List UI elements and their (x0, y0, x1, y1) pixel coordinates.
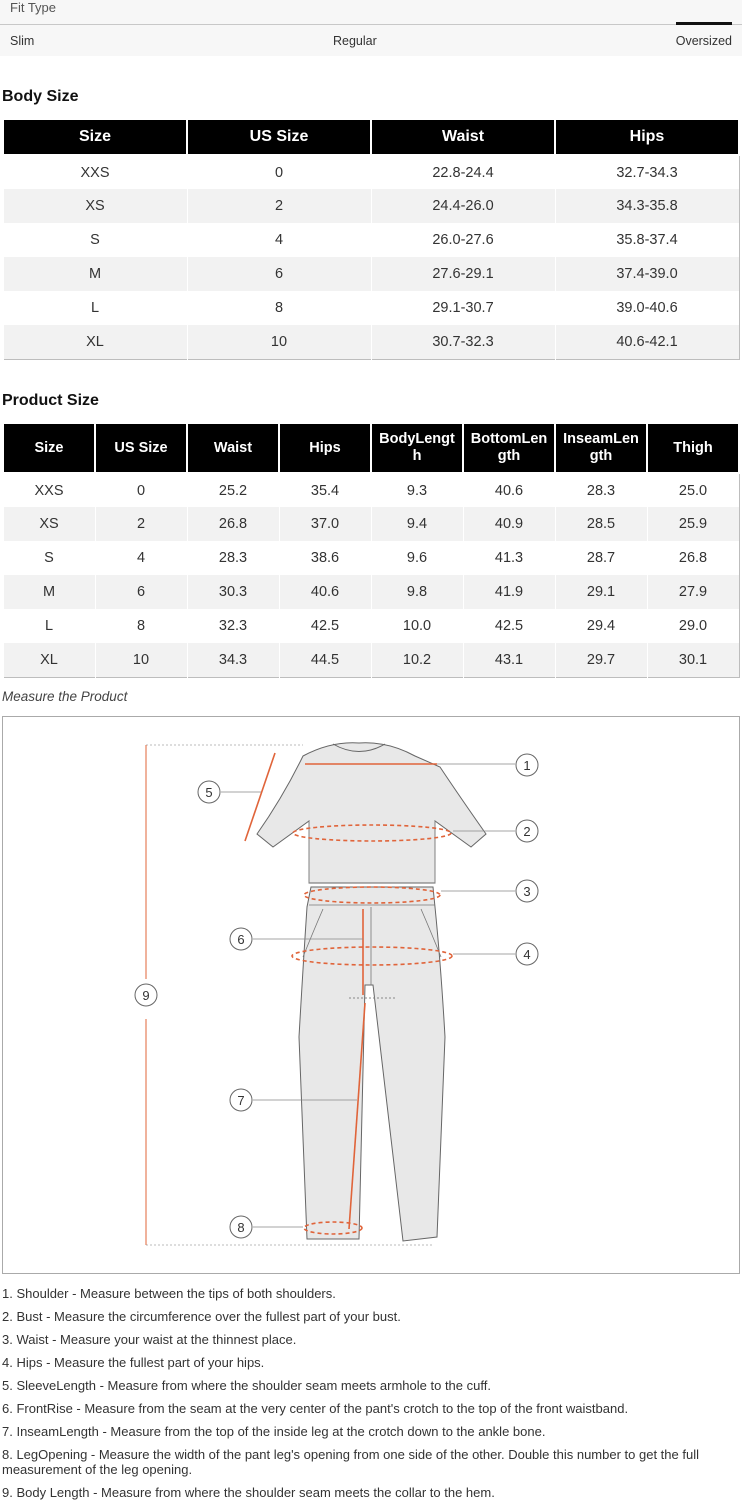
fit-type-selected-marker (676, 22, 732, 25)
table-cell: 37.0 (279, 507, 371, 541)
note-sleeve-length: 5. SleeveLength - Measure from where the shoulder seam meets armhole to the cuff. (2, 1378, 491, 1393)
header-hips: Hips (555, 119, 739, 155)
table-cell: 30.7-32.3 (371, 325, 555, 359)
table-row (3, 257, 739, 291)
table-cell: 27.9 (647, 575, 739, 609)
table-cell: 28.3 (187, 541, 279, 575)
table-cell: 10 (95, 643, 187, 677)
table-cell: 41.9 (463, 575, 555, 609)
table-cell: 0 (187, 155, 371, 189)
table-cell: 9.8 (371, 575, 463, 609)
table-cell: 44.5 (279, 643, 371, 677)
table-cell: 2 (95, 507, 187, 541)
body-size-table (2, 118, 740, 360)
fit-type-label-slim: Slim (10, 34, 35, 48)
fit-type-label-oversized: Oversized (675, 34, 732, 48)
measure-title: Measure the Product (2, 689, 128, 704)
table-cell: S (3, 541, 95, 575)
table-cell: 30.1 (647, 643, 739, 677)
table-cell: 40.6 (279, 575, 371, 609)
fit-type-label-regular: Regular (333, 34, 377, 48)
table-cell: 37.4-39.0 (555, 257, 739, 291)
note-leg-opening: 8. LegOpening - Measure the width of the pant leg's opening from one side of the other. Double this number to get the full measurement of the leg opening. (2, 1447, 699, 1477)
table-cell: 27.6-29.1 (371, 257, 555, 291)
table-cell: 40.6-42.1 (555, 325, 739, 359)
table-row (3, 291, 739, 325)
measurement-diagram (2, 716, 740, 1274)
table-cell: 40.9 (463, 507, 555, 541)
header-waist: Waist (187, 423, 279, 473)
table-cell: 34.3-35.8 (555, 189, 739, 223)
marker-2-label: 2 (523, 824, 531, 839)
table-cell: 29.0 (647, 609, 739, 643)
table-cell: 25.9 (647, 507, 739, 541)
note-inseam-length: 7. InseamLength - Measure from the top of the inside leg at the crotch down to the ankle bone. (2, 1424, 546, 1439)
body-size-header-row (3, 119, 739, 155)
table-row (3, 155, 739, 189)
header-inseam-length: InseamLength (555, 423, 647, 473)
table-cell: 28.7 (555, 541, 647, 575)
body-size-title: Body Size (2, 88, 79, 105)
table-row (3, 575, 739, 609)
table-cell: 10 (187, 325, 371, 359)
header-thigh: Thigh (647, 423, 739, 473)
table-cell: 42.5 (279, 609, 371, 643)
note-bust: 2. Bust - Measure the circumference over the fullest part of your bust. (2, 1309, 401, 1324)
table-row (3, 325, 739, 359)
table-cell: 4 (95, 541, 187, 575)
table-cell: 8 (187, 291, 371, 325)
marker-4-label: 4 (523, 947, 531, 962)
header-waist: Waist (371, 119, 555, 155)
note-shoulder: 1. Shoulder - Measure between the tips of both shoulders. (2, 1286, 336, 1301)
table-row (3, 473, 739, 507)
table-cell: 6 (187, 257, 371, 291)
table-cell: 32.3 (187, 609, 279, 643)
note-body-length: 9. Body Length - Measure from where the shoulder seam meets the collar to the hem. (2, 1485, 495, 1500)
table-cell: 26.8 (647, 541, 739, 575)
header-bottom-length: BottomLength (463, 423, 555, 473)
table-cell: 28.5 (555, 507, 647, 541)
header-us-size: US Size (187, 119, 371, 155)
table-cell: 2 (187, 189, 371, 223)
table-cell: 9.4 (371, 507, 463, 541)
header-hips: Hips (279, 423, 371, 473)
table-cell: S (3, 223, 187, 257)
table-cell: XL (3, 325, 187, 359)
marker-3-label: 3 (523, 884, 531, 899)
table-cell: 10.2 (371, 643, 463, 677)
note-waist: 3. Waist - Measure your waist at the thinnest place. (2, 1332, 297, 1347)
header-size: Size (3, 119, 187, 155)
body-size-rows (3, 155, 739, 359)
table-row (3, 643, 739, 677)
table-cell: 39.0-40.6 (555, 291, 739, 325)
note-front-rise: 6. FrontRise - Measure from the seam at the very center of the pant's crotch to the top of the front waistband. (2, 1401, 629, 1416)
table-cell: 29.1 (555, 575, 647, 609)
marker-1-label: 1 (523, 758, 531, 773)
table-cell: 29.1-30.7 (371, 291, 555, 325)
measurement-notes (2, 1286, 732, 1500)
table-cell: L (3, 291, 187, 325)
table-cell: 35.4 (279, 473, 371, 507)
table-cell: 35.8-37.4 (555, 223, 739, 257)
table-cell: XS (3, 189, 187, 223)
marker-7-label: 7 (237, 1093, 245, 1108)
table-row (3, 507, 739, 541)
table-cell: M (3, 575, 95, 609)
product-size-title: Product Size (2, 392, 99, 409)
table-cell: 10.0 (371, 609, 463, 643)
table-cell: L (3, 609, 95, 643)
table-cell: 41.3 (463, 541, 555, 575)
table-cell: 9.6 (371, 541, 463, 575)
table-cell: 38.6 (279, 541, 371, 575)
jumpsuit-illustration (3, 717, 739, 1273)
table-row (3, 223, 739, 257)
marker-6-label: 6 (237, 932, 245, 947)
header-body-length: BodyLength (371, 423, 463, 473)
product-size-header-row (3, 423, 739, 473)
table-cell: 29.4 (555, 609, 647, 643)
table-cell: XXS (3, 473, 95, 507)
table-cell: 26.8 (187, 507, 279, 541)
pants-garment (299, 887, 445, 1241)
table-cell: 6 (95, 575, 187, 609)
table-cell: XS (3, 507, 95, 541)
table-cell: 28.3 (555, 473, 647, 507)
table-cell: 42.5 (463, 609, 555, 643)
fit-type-scale (0, 0, 742, 56)
marker-5-label: 5 (205, 785, 213, 800)
table-cell: 40.6 (463, 473, 555, 507)
table-cell: XL (3, 643, 95, 677)
note-hips: 4. Hips - Measure the fullest part of your hips. (2, 1355, 265, 1370)
marker-9-label: 9 (142, 988, 150, 1003)
table-row (3, 609, 739, 643)
table-cell: 30.3 (187, 575, 279, 609)
marker-8-label: 8 (237, 1220, 245, 1235)
table-cell: 43.1 (463, 643, 555, 677)
table-row (3, 189, 739, 223)
table-cell: M (3, 257, 187, 291)
fit-type-track (0, 24, 742, 25)
fit-type-title: Fit Type (10, 0, 57, 15)
product-size-table (2, 422, 740, 678)
table-cell: 32.7-34.3 (555, 155, 739, 189)
table-cell: 0 (95, 473, 187, 507)
table-cell: 22.8-24.4 (371, 155, 555, 189)
header-size: Size (3, 423, 95, 473)
table-cell: 24.4-26.0 (371, 189, 555, 223)
table-row (3, 541, 739, 575)
table-cell: 9.3 (371, 473, 463, 507)
table-cell: 29.7 (555, 643, 647, 677)
table-cell: 26.0-27.6 (371, 223, 555, 257)
table-cell: 8 (95, 609, 187, 643)
table-cell: 34.3 (187, 643, 279, 677)
table-cell: XXS (3, 155, 187, 189)
product-size-rows (3, 473, 739, 677)
table-cell: 4 (187, 223, 371, 257)
table-cell: 25.0 (647, 473, 739, 507)
header-us-size: US Size (95, 423, 187, 473)
table-cell: 25.2 (187, 473, 279, 507)
